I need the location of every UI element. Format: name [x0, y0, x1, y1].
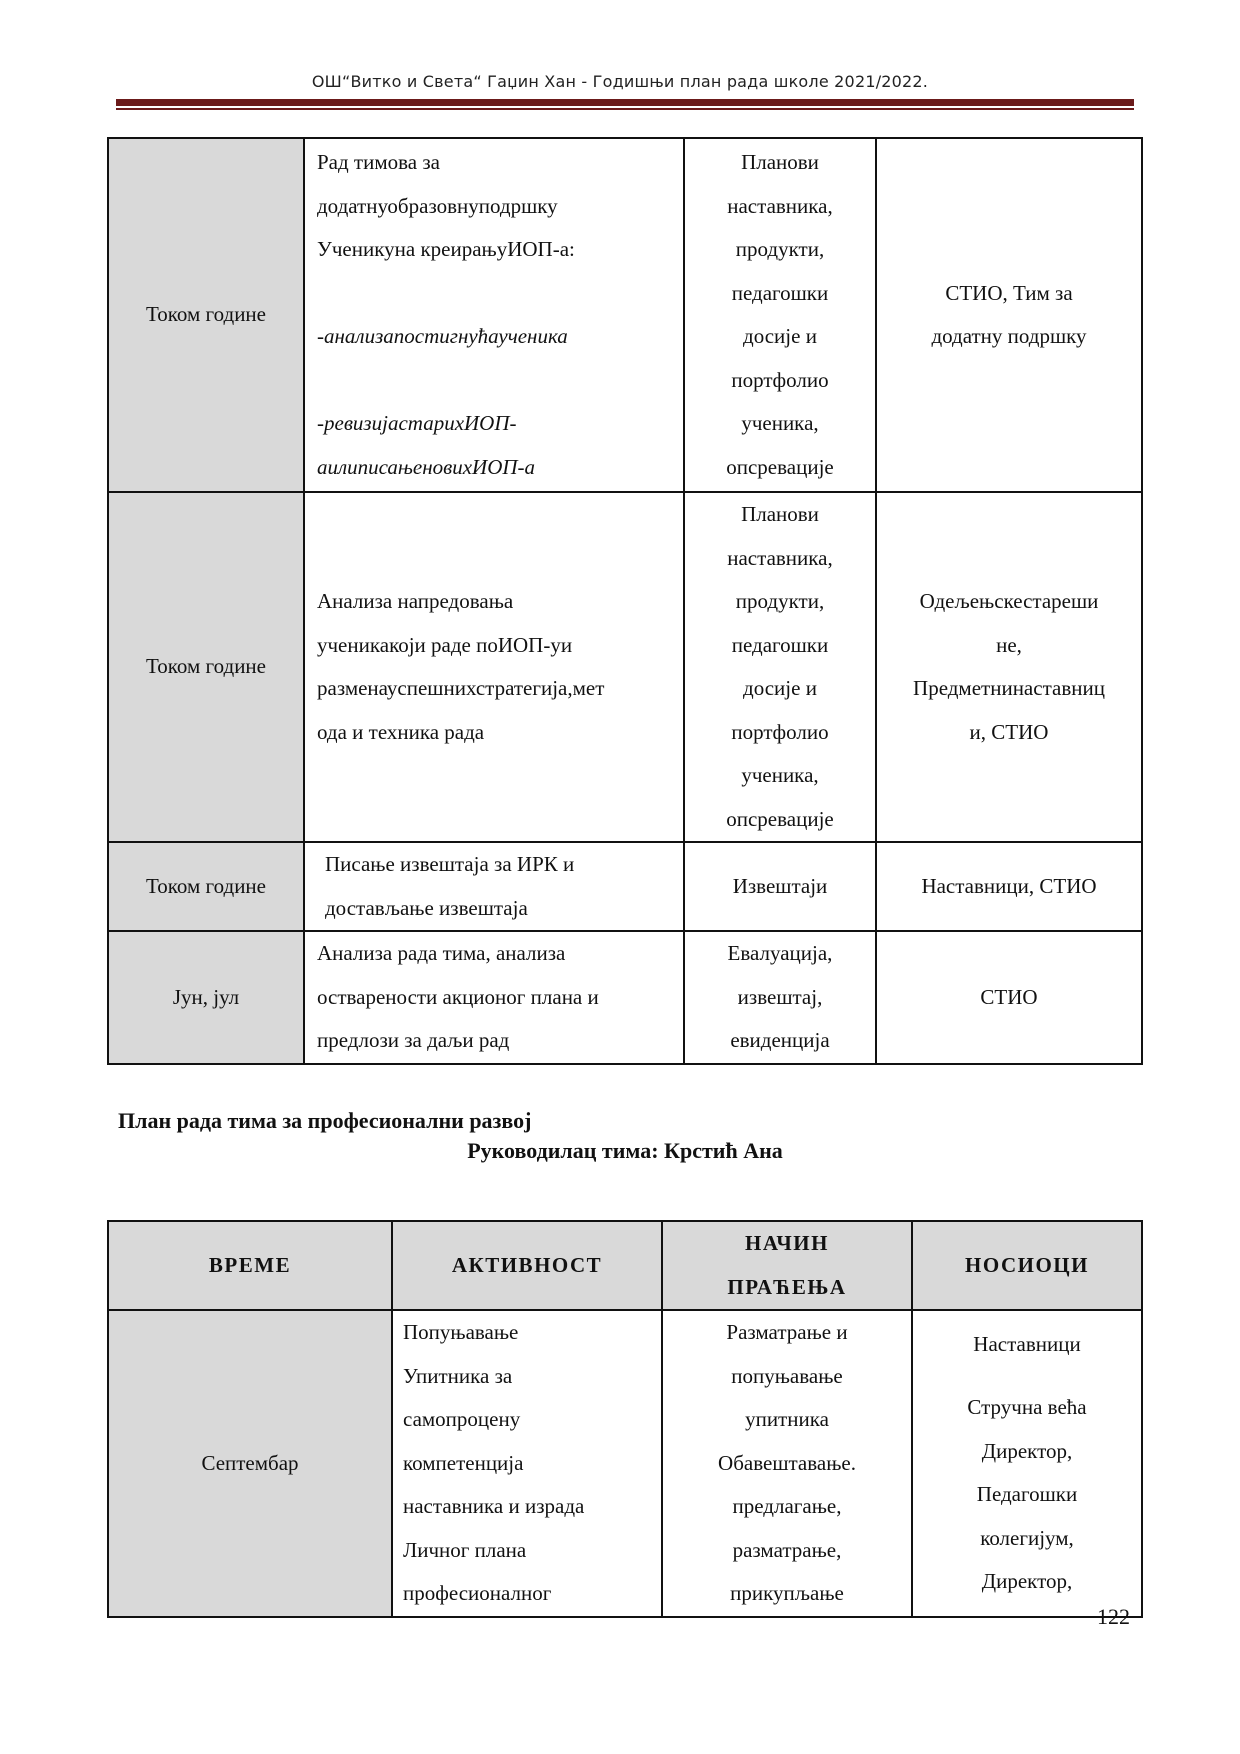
monitoring-cell: Извештаји	[684, 842, 876, 931]
monitoring-line: разматрање,	[732, 1537, 842, 1562]
monitoring-line: продукти,	[735, 237, 825, 261]
activity-line: професионалног	[403, 1581, 552, 1605]
carriers-line: и, СТИО	[969, 719, 1049, 744]
activity-line: Писање извештаја за ИРК и	[325, 852, 575, 876]
header-activity: АКТИВНОСТ	[392, 1221, 662, 1310]
activity-line: наставника и израда	[403, 1494, 585, 1518]
monitoring-line: продукти,	[735, 589, 825, 613]
monitoring-line: попуњавање	[731, 1363, 843, 1388]
page-number: 122	[1097, 1604, 1130, 1629]
activity-line: Личног плана	[403, 1537, 527, 1562]
header-time: ВРЕМЕ	[108, 1221, 392, 1310]
monitoring-line: предлагање,	[732, 1494, 842, 1518]
monitoring-line: опсревације	[726, 806, 834, 831]
running-header: ОШ“Витко и Света“ Гаџин Хан - Годишњи план рада школе 2021/2022.	[311, 72, 929, 91]
time-cell: Током године	[108, 138, 304, 492]
table-row	[108, 1310, 1142, 1617]
activity-line: додатнуобразовнуподршку	[317, 193, 558, 218]
activity-line: самопроцену	[403, 1407, 521, 1431]
monitoring-cell	[684, 931, 876, 1064]
activity-cell	[304, 931, 684, 1064]
monitoring-line: опсревације	[726, 454, 834, 479]
carriers-cell: Наставници, СТИО	[876, 842, 1142, 931]
activity-line: предлози за даљи рад	[317, 1028, 510, 1052]
time-cell: Током године	[108, 492, 304, 842]
carriers-cell	[876, 492, 1142, 842]
header-monitoring-line: ПРАЋЕЊА	[727, 1274, 847, 1299]
table-row	[108, 842, 1142, 931]
activity-line: аилиписањеновихИОП-а	[317, 454, 536, 479]
monitoring-line: портфолио	[731, 719, 829, 744]
time-cell: Током године	[108, 842, 304, 931]
section-subtitle: Руководилац тима: Крстић Ана	[467, 1138, 783, 1163]
activity-line: Анализа рада тима, анализа	[317, 941, 566, 965]
activity-line: Рад тимова за	[317, 150, 440, 174]
table-row	[108, 138, 1142, 492]
monitoring-line: досије и	[743, 676, 817, 700]
professional-development-table	[107, 1220, 1143, 1618]
carriers-line: Директор,	[981, 1438, 1073, 1463]
activity-line: Попуњавање	[403, 1320, 519, 1344]
carriers-cell: СТИО	[876, 931, 1142, 1064]
carriers-line: Директор,	[981, 1569, 1073, 1594]
activity-line: Упитника за	[403, 1363, 513, 1388]
monitoring-line: наставника,	[727, 545, 833, 570]
activity-line: компетенција	[403, 1450, 524, 1475]
carriers-line: Педагошки	[976, 1482, 1078, 1507]
section-title: План рада тима за професионални развој	[118, 1108, 532, 1133]
header-rule	[116, 99, 1134, 106]
carriers-line: Стручна већа	[967, 1395, 1087, 1420]
carriers-line: колегијум,	[980, 1525, 1074, 1550]
monitoring-line: педагошки	[731, 632, 829, 657]
inclusive-team-table	[107, 137, 1143, 1065]
time-cell: Септембар	[108, 1310, 392, 1617]
activity-line: -ревизијастарихИОП-	[317, 411, 517, 435]
monitoring-line: Евалуација,	[727, 941, 833, 965]
carriers-line: не,	[996, 632, 1022, 657]
activity-line: достављање извештаја	[325, 895, 528, 920]
monitoring-line: Разматрање и	[726, 1320, 848, 1344]
activity-line: остварености акционог плана и	[317, 984, 599, 1009]
carriers-line: Предметнинаставниц	[913, 676, 1105, 700]
activity-line: ученикакоји раде поИОП-уи	[317, 632, 573, 657]
activity-line: ода и техника рада	[317, 719, 485, 744]
carriers-cell	[876, 138, 1142, 492]
monitoring-cell	[684, 492, 876, 842]
carriers-line: Наставници	[973, 1331, 1081, 1356]
carriers-line: СТИО, Тим за	[945, 280, 1073, 305]
carriers-line: Одељењскестареши	[919, 589, 1099, 613]
monitoring-line: извештај,	[737, 984, 823, 1009]
monitoring-line: упитника	[745, 1407, 829, 1431]
monitoring-line: портфолио	[731, 367, 829, 392]
header-monitoring	[662, 1221, 912, 1310]
activity-line: -анализапостигнућаученика	[317, 324, 568, 348]
activity-cell	[392, 1310, 662, 1617]
monitoring-line: педагошки	[731, 280, 829, 305]
header-carriers: НОСИОЦИ	[912, 1221, 1142, 1310]
monitoring-cell	[662, 1310, 912, 1617]
activity-cell	[304, 842, 684, 931]
carriers-cell	[912, 1310, 1142, 1617]
activity-line: Ученикуна креирањуИОП-а:	[317, 237, 575, 261]
carriers-line: додатну подршку	[931, 324, 1087, 348]
activity-line: Анализа напредовања	[317, 589, 514, 613]
table-row	[108, 931, 1142, 1064]
monitoring-line: Обавештавање.	[718, 1450, 856, 1475]
table-header-row	[108, 1221, 1142, 1310]
time-cell: Јун, јул	[108, 931, 304, 1064]
activity-cell	[304, 492, 684, 842]
monitoring-line: евиденција	[730, 1028, 830, 1052]
monitoring-line: прикупљање	[730, 1581, 844, 1605]
monitoring-line: ученика,	[741, 411, 819, 435]
monitoring-cell	[684, 138, 876, 492]
header-rule-thin	[116, 108, 1134, 110]
header-monitoring-line: НАЧИН	[745, 1231, 829, 1255]
table-row	[108, 492, 1142, 842]
monitoring-line: Планови	[741, 150, 819, 174]
activity-line: разменауспешнихстратегија,мет	[317, 676, 605, 700]
activity-cell	[304, 138, 684, 492]
monitoring-line: Планови	[741, 502, 819, 526]
monitoring-line: досије и	[743, 324, 817, 348]
monitoring-line: наставника,	[727, 193, 833, 218]
monitoring-line: ученика,	[741, 763, 819, 787]
